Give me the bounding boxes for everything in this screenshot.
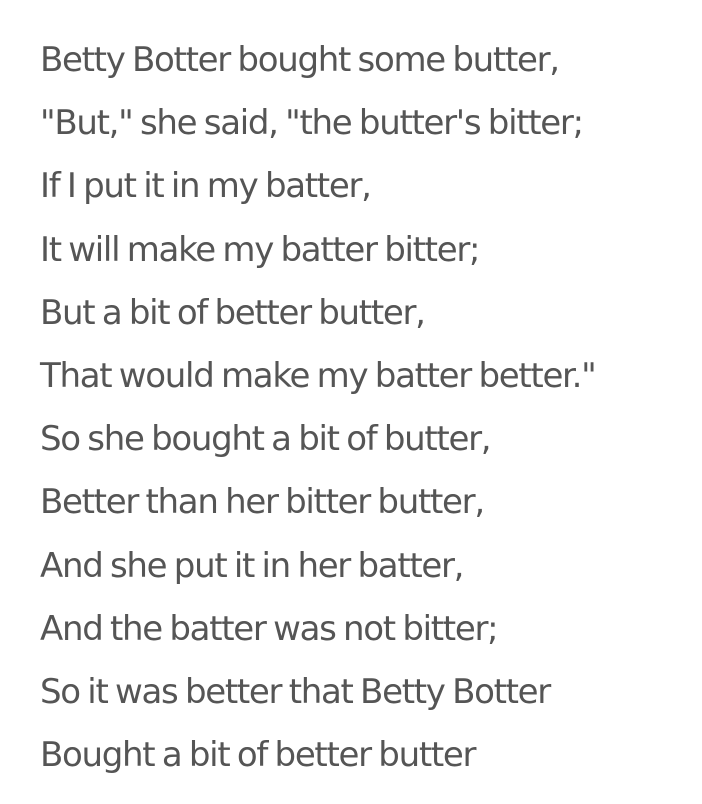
poem-line: "But," she said, "the butter's bitter;: [40, 103, 583, 144]
poem-line: And the batter was not bitter;: [40, 608, 498, 649]
poem-line: So it was better that Betty Botter: [40, 671, 550, 712]
poem-line: If I put it in my batter,: [40, 166, 371, 207]
poem-line: Betty Botter bought some butter,: [40, 40, 559, 80]
poem-line: Better than her bitter butter,: [40, 482, 484, 523]
poem-line: But a bit of better butter,: [40, 292, 425, 333]
poem-text: [40, 29, 595, 787]
poem-line: So she bought a bit of butter,: [40, 419, 491, 460]
poem-line: It will make my batter bitter;: [40, 229, 480, 270]
poem-line: And she put it in her batter,: [40, 545, 464, 586]
poem-line: That would make my batter better.": [40, 355, 596, 396]
poem-line: Bought a bit of better butter: [40, 735, 476, 776]
